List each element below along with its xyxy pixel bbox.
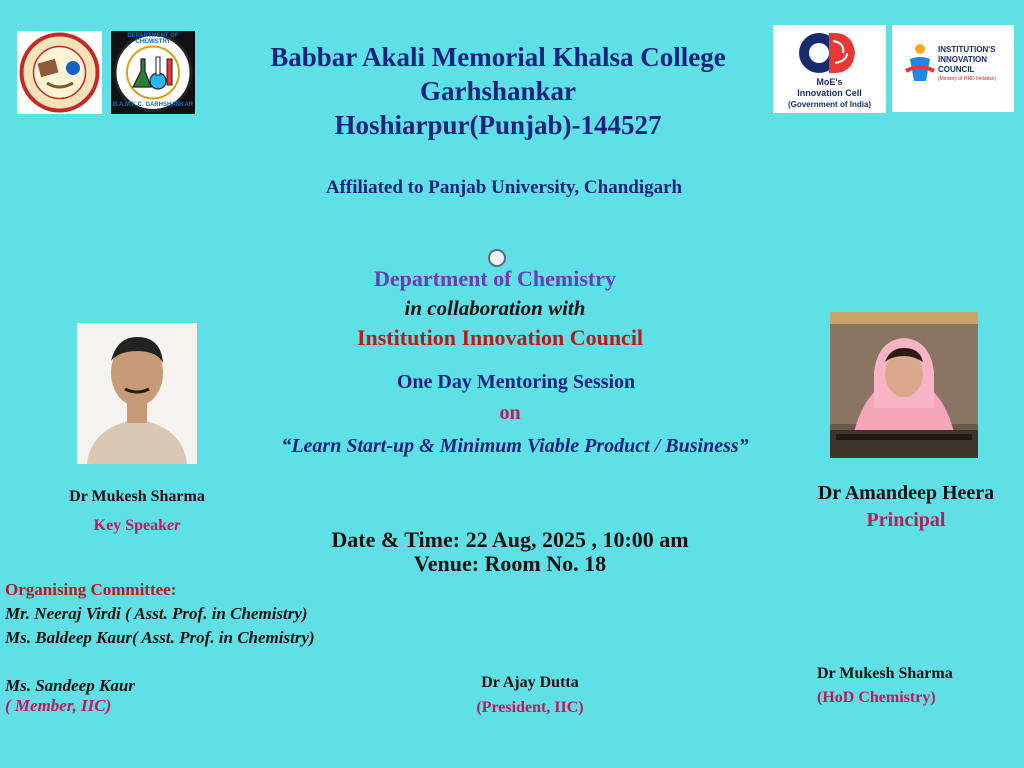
principal-photo: [830, 312, 978, 458]
speaker-role-main: Key Speak: [93, 517, 167, 534]
iic-logo-line2: INNOVATION: [938, 55, 988, 64]
circle-marker-icon: [488, 249, 506, 267]
moe-logo-line2: Innovation Cell: [797, 88, 862, 98]
committee-member-1: Mr. Neeraj Virdi ( Asst. Prof. in Chemistry): [5, 604, 308, 623]
speaker-photo: [77, 323, 197, 464]
committee-heading: Organising Committee:: [5, 580, 177, 599]
chemistry-department-logo: [111, 31, 195, 114]
event-title: “Learn Start-up & Minimum Viable Product / Business”: [281, 435, 749, 457]
college-town: Garhshankar: [419, 76, 577, 106]
iic-logo-line3: COUNCIL: [938, 65, 975, 74]
college-seal-logo: [17, 31, 102, 114]
hod-name: Dr Mukesh Sharma: [817, 665, 953, 682]
speaker-role-end: er: [167, 517, 181, 534]
iic-council-logo: [892, 25, 1014, 112]
department-name: Department of Chemistry: [374, 266, 616, 291]
partner-name: Institution Innovation Council: [356, 325, 644, 350]
moe-logo-line1: MoE's: [816, 77, 843, 87]
collaboration-text: in collaboration with: [404, 296, 586, 320]
college-name: Babbar Akali Memorial Khalsa College: [270, 42, 726, 72]
iic-logo-line4: (Ministry of HRD Initiative): [938, 76, 997, 82]
event-datetime: Date & Time: 22 Aug, 2025 , 10:00 am: [331, 527, 689, 552]
chem-logo-top-text: DEPARTMENT OF CHEMISTRY: [127, 33, 179, 45]
committee-member-2: Ms. Baldeep Kaur( Asst. Prof. in Chemistry): [5, 628, 315, 647]
affiliation: Affiliated to Panjab University, Chandigarh: [325, 177, 683, 198]
president-role: (President, IIC): [476, 699, 584, 716]
hod-role: (HoD Chemistry): [817, 689, 936, 706]
iic-logo-line1: INSTITUTION'S: [938, 45, 996, 54]
college-address: Hoshiarpur(Punjab)-144527: [334, 110, 662, 140]
principal-role: Principal: [866, 509, 946, 531]
speaker-role: [37, 517, 237, 535]
committee-member-3-name: Ms. Sandeep Kaur: [5, 676, 135, 695]
chem-logo-bottom-text: B.A.M.K.C. GARHSHANKAR: [113, 102, 193, 108]
president-name: Dr Ajay Dutta: [481, 674, 579, 691]
moe-logo-line3: (Government of India): [787, 100, 872, 109]
committee-member-3-role: ( Member, IIC): [5, 696, 112, 715]
principal-name: Dr Amandeep Heera: [817, 482, 995, 504]
session-type: One Day Mentoring Session: [396, 371, 636, 393]
speaker-name: Dr Mukesh Sharma: [69, 488, 205, 505]
on-text: on: [499, 402, 521, 424]
event-venue: Venue: Room No. 18: [413, 551, 607, 576]
